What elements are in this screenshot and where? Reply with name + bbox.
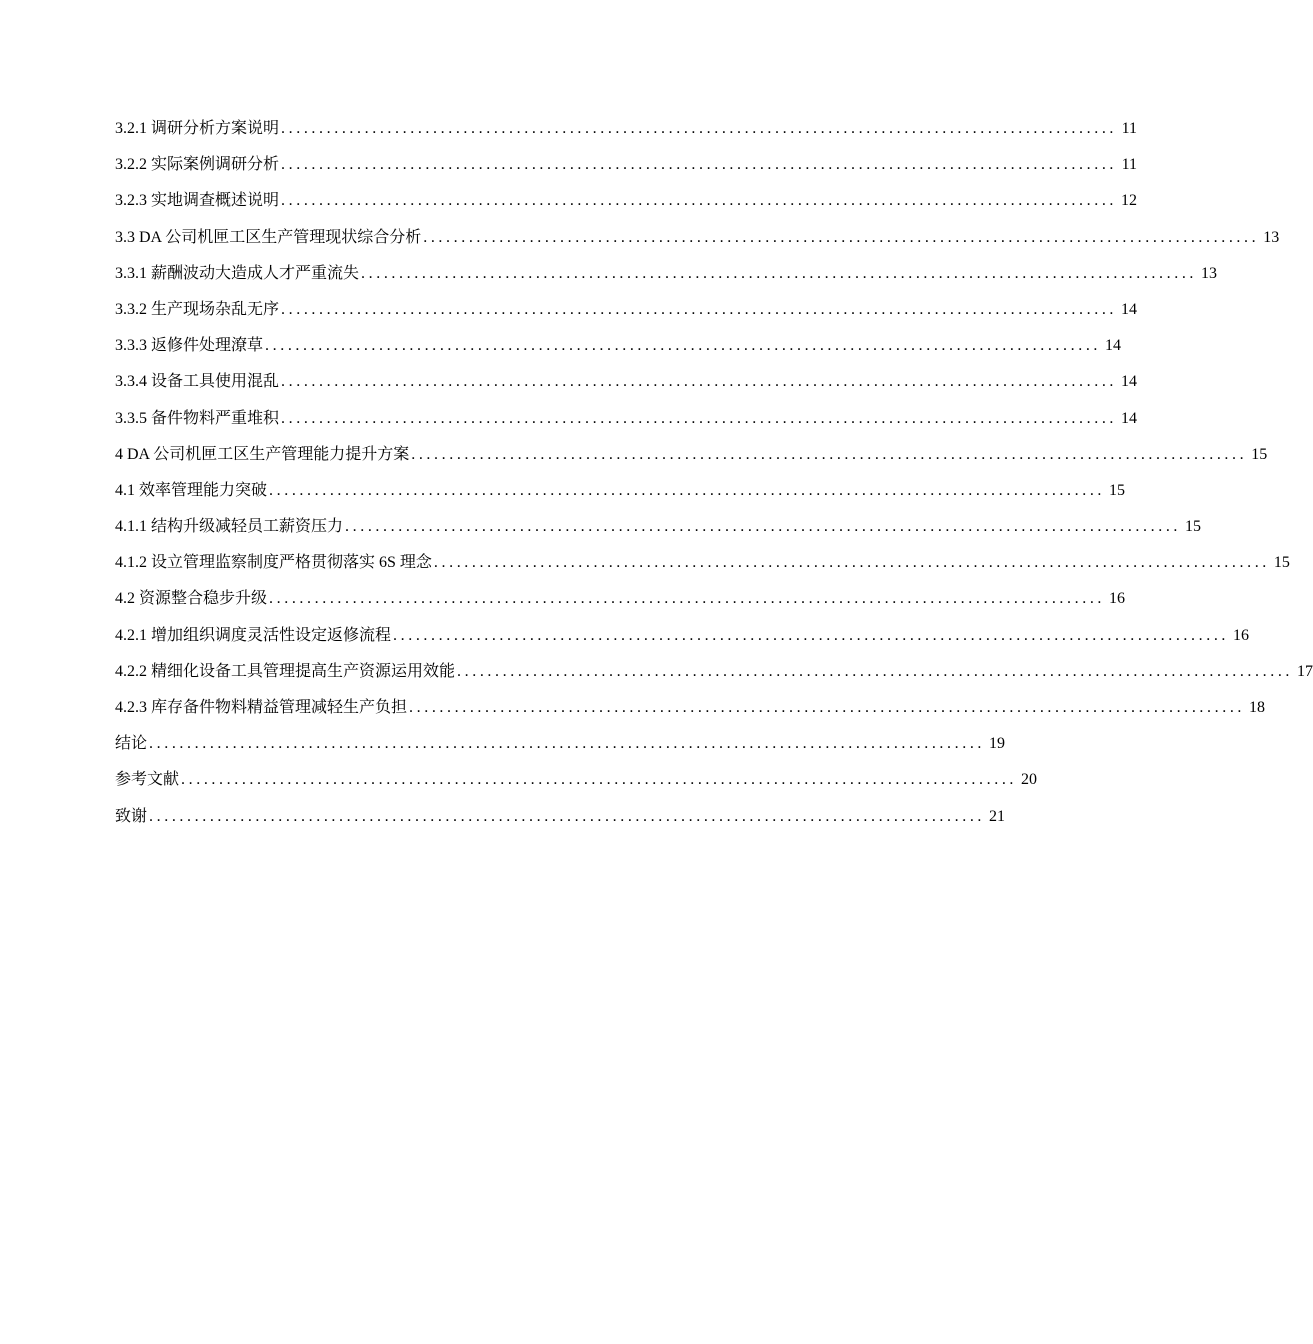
- toc-dot-leader: ..............................................................................................................: [149, 807, 986, 825]
- toc-entry[interactable]: [115, 769, 1038, 805]
- toc-entry-page: 16: [1233, 626, 1250, 644]
- toc-dot-leader: ..............................................................................................................: [281, 373, 1118, 391]
- toc-dot-leader: ..............................................................................................................: [361, 264, 1198, 282]
- toc-entry[interactable]: [115, 227, 1280, 263]
- toc-entry[interactable]: [115, 733, 1006, 769]
- toc-entry-title: 3.3.2 生产现场杂乱无序: [115, 300, 280, 318]
- toc-entry-title: 结论: [115, 735, 148, 753]
- toc-entry-title: 3.2.2 实际案例调研分析: [115, 156, 280, 174]
- toc-entry[interactable]: [115, 263, 1218, 299]
- toc-dot-leader: ..............................................................................................................: [281, 300, 1118, 318]
- toc-entry-page: 15: [1251, 445, 1268, 463]
- toc-entry[interactable]: [115, 444, 1268, 480]
- toc-dot-leader: ..............................................................................................................: [411, 445, 1248, 463]
- toc-dot-leader: ..............................................................................................................: [393, 626, 1230, 644]
- toc-entry[interactable]: [115, 661, 1313, 697]
- toc-dot-leader: ..............................................................................................................: [265, 337, 1102, 355]
- toc-entry-page: 19: [989, 735, 1006, 753]
- toc-dot-leader: ..............................................................................................................: [433, 554, 1270, 572]
- toc-entry-page: 11: [1121, 120, 1138, 137]
- toc-entry-page: 14: [1121, 409, 1138, 427]
- toc-dot-leader: ..............................................................................................................: [181, 771, 1018, 789]
- toc-entry[interactable]: [115, 552, 1290, 588]
- toc-entry-page: 14: [1121, 373, 1138, 391]
- toc-entry-title: 3.3 DA 公司机匣工区生产管理现状综合分析: [115, 228, 422, 246]
- toc-entry-title: 致谢: [115, 807, 148, 825]
- toc-dot-leader: ..............................................................................................................: [269, 590, 1106, 608]
- toc-entry[interactable]: [115, 299, 1138, 335]
- toc-entry-page: 11: [1121, 156, 1138, 174]
- table-of-contents: [115, 118, 1313, 842]
- toc-entry-page: 15: [1273, 554, 1290, 572]
- toc-entry-page: 13: [1263, 228, 1280, 246]
- toc-entry-page: 13: [1201, 264, 1218, 282]
- toc-entry-title: 3.3.3 返修件处理潦草: [115, 337, 264, 355]
- toc-entry-title: 3.2.1 调研分析方案说明: [115, 120, 280, 137]
- toc-entry-page: 14: [1105, 337, 1122, 355]
- toc-entry[interactable]: [115, 408, 1138, 444]
- toc-dot-leader: ..............................................................................................................: [281, 192, 1118, 210]
- toc-entry[interactable]: [115, 806, 1006, 842]
- toc-entry-title: 4 DA 公司机匣工区生产管理能力提升方案: [115, 445, 410, 463]
- toc-entry-title: 3.2.3 实地调查概述说明: [115, 192, 280, 210]
- toc-entry-page: 18: [1249, 699, 1266, 716]
- toc-dot-leader: ..............................................................................................................: [423, 228, 1260, 246]
- toc-entry[interactable]: [115, 335, 1122, 371]
- toc-entry-title: 4.2.3 库存备件物料精益管理减轻生产负担: [115, 699, 408, 716]
- toc-entry-title: 参考文献: [115, 771, 180, 789]
- toc-entry-page: 17: [1297, 662, 1313, 680]
- toc-entry[interactable]: [115, 190, 1138, 226]
- toc-entry-title: 4.1.1 结构升级减轻员工薪资压力: [115, 518, 344, 536]
- toc-entry-page: 20: [1021, 771, 1038, 789]
- toc-entry-title: 4.1 效率管理能力突破: [115, 481, 268, 499]
- toc-entry[interactable]: [115, 371, 1138, 407]
- toc-entry-title: 3.3.1 薪酬波动大造成人才严重流失: [115, 264, 360, 282]
- toc-entry[interactable]: [115, 118, 1138, 154]
- toc-dot-leader: ..............................................................................................................: [345, 518, 1182, 536]
- toc-dot-leader: ..............................................................................................................: [281, 409, 1118, 427]
- toc-entry-title: 4.1.2 设立管理监察制度严格贯彻落实 6S 理念: [115, 554, 432, 572]
- toc-dot-leader: ..............................................................................................................: [457, 662, 1294, 680]
- toc-entry-page: 14: [1121, 300, 1138, 318]
- toc-entry-title: 3.3.4 设备工具使用混乱: [115, 373, 280, 391]
- toc-dot-leader: ..............................................................................................................: [269, 481, 1106, 499]
- toc-entry-page: 12: [1121, 192, 1138, 210]
- toc-entry[interactable]: [115, 154, 1138, 190]
- toc-entry[interactable]: [115, 697, 1266, 733]
- toc-dot-leader: ..............................................................................................................: [149, 735, 986, 753]
- toc-dot-leader: ..............................................................................................................: [409, 699, 1246, 716]
- toc-entry-title: 3.3.5 备件物料严重堆积: [115, 409, 280, 427]
- toc-entry-page: 15: [1109, 481, 1126, 499]
- toc-entry-page: 15: [1185, 518, 1202, 536]
- toc-entry-page: 21: [989, 807, 1006, 825]
- toc-entry[interactable]: [115, 625, 1250, 661]
- toc-entry-page: 16: [1109, 590, 1126, 608]
- toc-entry[interactable]: [115, 516, 1202, 552]
- toc-dot-leader: ..............................................................................................................: [281, 156, 1118, 174]
- toc-entry-title: 4.2 资源整合稳步升级: [115, 590, 268, 608]
- toc-entry-title: 4.2.2 精细化设备工具管理提高生产资源运用效能: [115, 662, 456, 680]
- toc-entry-title: 4.2.1 增加组织调度灵活性设定返修流程: [115, 626, 392, 644]
- toc-dot-leader: ..............................................................................................................: [281, 120, 1118, 137]
- toc-entry[interactable]: [115, 480, 1126, 516]
- toc-entry[interactable]: [115, 588, 1126, 624]
